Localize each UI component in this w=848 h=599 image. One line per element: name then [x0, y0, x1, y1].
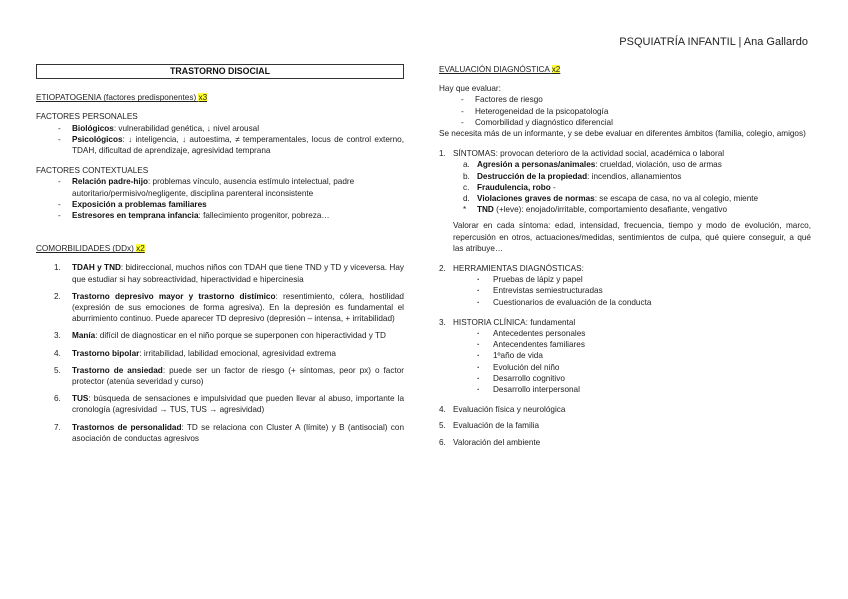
list-item: · Cuestionarios de evaluación de la conducta [493, 297, 811, 308]
comorbilidades-list [36, 262, 404, 444]
factores-contextuales-label: FACTORES CONTEXTUALES [36, 166, 149, 176]
historia-label: 3. HISTORIA CLÍNICA: fundamental [439, 317, 576, 327]
factores-contextuales-list [36, 176, 404, 221]
evaluacion-badge: x2 [551, 65, 561, 74]
list-item: 7. Trastornos de personalidad: TD se relaciona con Cluster A (límite) y B (antisocial) con asociación de conductas agresivos [54, 422, 405, 443]
list-item: - Estresores en temprana infancia: fallecimiento progenitor, pobreza… [72, 210, 404, 221]
factores-personales-label: FACTORES PERSONALES [36, 112, 138, 122]
evaluacion-list [439, 94, 811, 128]
list-item: · Desarrollo cognitivo [493, 373, 811, 384]
list-item: - Heterogeneidad de la psicopatología [475, 106, 811, 117]
page-title: TRASTORNO DISOCIAL [36, 64, 404, 79]
list-item: · Antecendentes familiares [493, 339, 811, 350]
list-item: · Desarrollo interpersonal [493, 384, 811, 395]
list-item: - Factores de riesgo [475, 94, 811, 105]
herramientas-label: 2. HERRAMIENTAS DIAGNÓSTICAS: [439, 264, 584, 274]
list-item: · Evolución del niño [493, 362, 811, 373]
evaluacion-intro: Hay que evaluar: [439, 84, 501, 94]
list-item: 3. Manía: difícil de diagnosticar en el niño porque se superponen con hiperactividad y TD [54, 331, 386, 341]
list-item: b. Destrucción de la propiedad: incendios, allanamientos [463, 171, 682, 181]
list-item: · Pruebas de lápiz y papel [493, 274, 811, 285]
sintomas-list [439, 159, 811, 215]
list-item: 1. TDAH y TND: bidireccional, muchos niños con TDAH que tiene TND y TD y viceversa. Hay que estudiar si hay sobreactividad, hiperactividad e hipercinesia [54, 263, 404, 284]
list-item: · Antecedentes personales [493, 328, 811, 339]
list-item: - Comorbilidad y diagnóstico diferencial [475, 117, 811, 128]
list-item: - Exposición a problemas familiares [72, 199, 404, 210]
list-item: - Biológicos: vulnerabilidad genética, ↓ nivel arousal [72, 123, 404, 134]
valoracion-ambiente: 6. Valoración del ambiente [439, 437, 541, 447]
list-item: 2. Trastorno depresivo mayor y trastorno distímico: resentimiento, cólera, hostilidad (expresión de sus emociones de forma agresiva). En la depresión es fundamental el aburrimiento continuo. Puede aparecer TD depresivo (depresión – intensa, + irritabilidad) [54, 291, 404, 324]
etiopatogenia-heading: ETIOPATOGENIA (factores predisponentes) x3 [36, 93, 208, 103]
factores-personales-list [36, 123, 404, 157]
list-item: 4. Trastorno bipolar: irritabilidad, labilidad emocional, agresividad extrema [54, 348, 336, 358]
right-column [439, 64, 811, 448]
herramientas-list [439, 274, 811, 308]
list-item: d. Violaciones graves de normas: se escapa de casa, no va al colegio, miente [463, 194, 759, 204]
comorbilidades-heading: COMORBILIDADES (DDx) x2 [36, 244, 145, 254]
page-header: PSQUIATRÍA INFANTIL | Ana Gallardo [619, 36, 808, 48]
list-item: 5. Trastorno de ansiedad: puede ser un factor de riesgo (+ síntomas, peor px) o factor protector (atenúa severidad y curso) [54, 365, 404, 387]
list-item: - Relación padre-hijo: problemas vínculo, ausencia estímulo intelectual, padre autoritario/permisivo/negligente, disciplina parenteral inconsistente [72, 176, 404, 198]
sintomas-label: 1. SÍNTOMAS: provocan deterioro de la actividad social, académica o laboral [439, 149, 725, 159]
list-item: c. Fraudulencia, robo - [463, 182, 556, 192]
evaluacion-fisica: 4. Evaluación física y neurológica [439, 405, 566, 415]
list-item: * TND (+leve): enojado/irritable, comportamiento desafiante, vengativo [463, 205, 728, 215]
evaluacion-familia: 5. Evaluación de la familia [439, 421, 540, 431]
comorbilidades-badge: x2 [136, 244, 145, 254]
left-column [36, 64, 404, 450]
list-item: - Psicológicos: ↓ inteligencia, ↓ autoestima, ≠ temperamentales, locus de control externo, TDAH, dificultad de aprendizaje, agresividad temprana [72, 134, 404, 156]
evaluacion-note: Se necesita más de un informante, y se debe evaluar en diferentes ámbitos (familia, colegio, amigos) [439, 129, 806, 139]
list-item: · Entrevistas semiestructuradas [493, 285, 811, 296]
etiopatogenia-badge: x3 [198, 93, 208, 103]
list-item: 6. TUS: búsqueda de sensaciones e impulsividad que pueden llevar al abuso, importante la cronología (agresividad → TUS, TUS → agresividad) [54, 394, 404, 415]
evaluacion-heading: EVALUACIÓN DIAGNÓSTICA x2 [439, 65, 561, 74]
list-item: · 1ºaño de vida [493, 350, 811, 361]
sintomas-note: Valorar en cada síntoma: edad, intensidad, frecuencia, tiempo y modo de evolución, marco, repercusión en otros, actuaciones/medidas, sentimientos de culpa, qué quiere conseguir, a qué las atribuye… [453, 221, 811, 253]
historia-list [439, 328, 811, 395]
list-item: a. Agresión a personas/animales: crueldad, violación, uso de armas [463, 160, 722, 170]
